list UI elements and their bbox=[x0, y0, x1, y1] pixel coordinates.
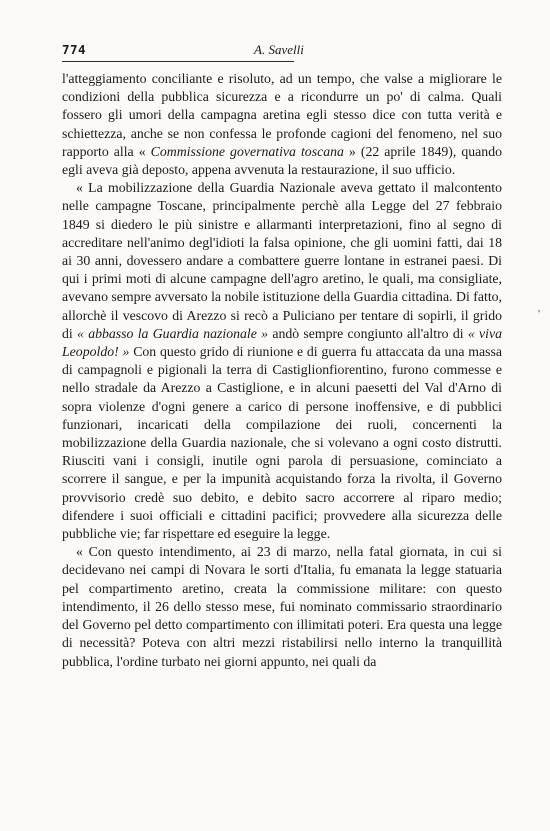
text-run: l'atteggiamento conciliante e risoluto, ad un tempo, che valse a migliorare le condizioni della pubblica sicurezza e a ricondurre un po' di calma. Quali fossero gli umori della campagna aretina egli stesso dice con tutta verità e schiettezza, anche se non confessa le profonde cagioni del fenomeno, nel suo rapporto alla « bbox=[62, 71, 502, 159]
body-text bbox=[62, 70, 502, 671]
italic-run: « viva Leopoldo! » bbox=[62, 325, 503, 360]
page-header bbox=[62, 42, 502, 64]
text-run: » (22 aprile 1849), quando egli aveva già deposto, appena avvenuta la restaurazione, il suo ufficio. bbox=[62, 143, 502, 178]
text-run: Con questo grido di riunione e di guerra fu attaccata da una massa di campagnoli e pigionali la terra di Castiglionfiorentino, furono commesse e nello stradale da Arezzo a Castiglione, e in alcuni paesetti del Val d'Arno di sopra violenze d'ogni genere a carico di persone inoffensive, e di pubblici funzionari, incaricati della compilazione dei ruoli, concernenti la mobilizzazione della Guardia nazionale, che si volevano a ogni costo distrutti. Riusciti vani i consigli, inutile ogni parola di persuasione, cominciato a scorrere il sangue, e per la impunità acquistando forza la rivolta, il Governo provvisorio credè suo debito, e debito sacro accorrere al riparo medio; difendere i suoi officiali e cittadini pacifici; provvedere alla sicurezza delle pubbliche vie; far rispettare ed eseguire la legge. bbox=[62, 344, 502, 542]
header-rule bbox=[62, 61, 294, 62]
margin-mark: ' bbox=[538, 308, 540, 320]
italic-run: Commissione governativa toscana bbox=[150, 143, 344, 159]
text-run: « La mobilizzazione della Guardia Nazionale aveva gettato il malcontento nelle campagne Toscane, principalmente perchè alla Legge del 27 febbraio 1849 si diedero le più sinistre e allarmanti interpretazioni, fino al segno di accreditare nell'animo degl'idioti la falsa opinione, che gli uomini fatti, dai 18 ai 30 anni, dovessero andare a combattere guerre lontane in estranei paesi. Di qui i primi moti di alcune campagne dell'agro aretino, le quali, ma consigliate, avevano sempre avversato la nobile istituzione della Guardia cittadina. Di fatto, allorchè il vescovo di Arezzo si recò a Puliciano per tentare di sopirli, il grido di bbox=[62, 180, 502, 341]
text-run: andò sempre congiunto all'altro di bbox=[268, 325, 468, 341]
text-run: « Con questo intendimento, ai 23 di marzo, nella fatal giornata, in cui si decidevano nei campi di Novara le sorti d'Italia, fu emanata la legge statuaria pel compartimento aretino, creata la commissione militare: con questo intendimento, il 26 dello stesso mese, fui nominato commissario straordinario del Governo pel detto compartimento con illimitati poteri. Era questa una legge di necessità? Poteva con altri mezzi ristabilirsi nello interno la tranquillità pubblica, l'ordine turbato nei giorni appunto, nei quali da bbox=[62, 544, 502, 669]
running-head: A. Savelli bbox=[254, 42, 304, 57]
paragraph bbox=[62, 543, 502, 670]
italic-run: « abbasso la Guardia nazionale » bbox=[77, 325, 269, 341]
paragraph bbox=[62, 70, 502, 179]
paragraph bbox=[62, 179, 502, 543]
page-number: 774 bbox=[62, 42, 87, 57]
